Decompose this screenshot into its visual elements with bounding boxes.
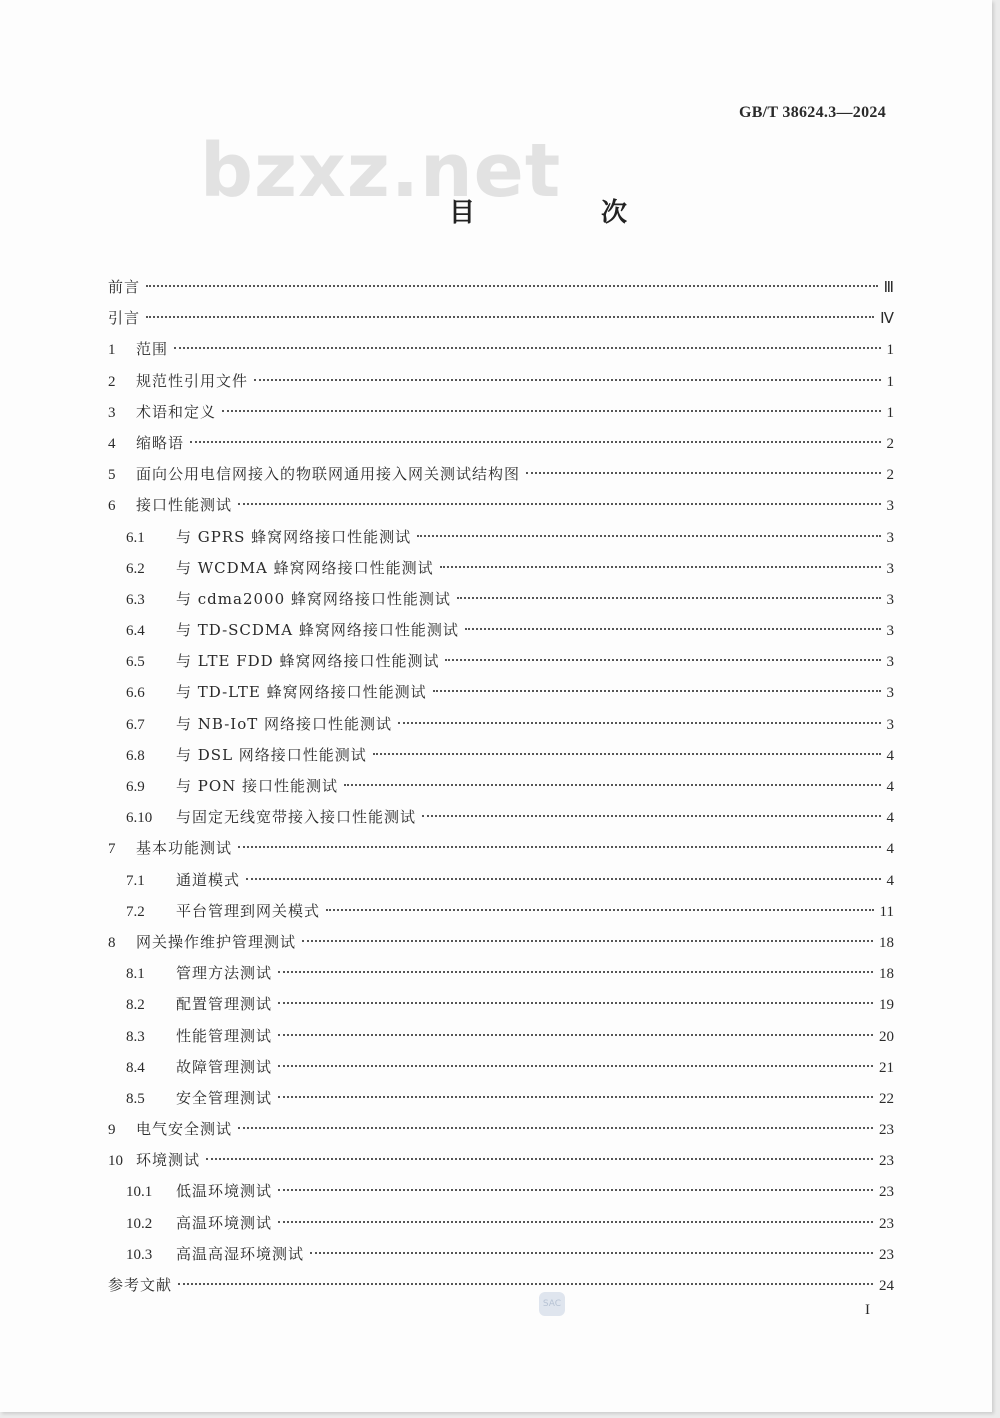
toc-entry-number: 6	[108, 498, 116, 515]
toc-entry-title: 基本功能测试	[136, 839, 233, 858]
toc-entry-page: 4	[886, 810, 894, 827]
toc-entry[interactable]	[108, 1239, 894, 1270]
toc-entry[interactable]	[108, 1052, 894, 1083]
toc-entry-page: 3	[886, 623, 894, 640]
toc-entry-page: 23	[879, 1153, 894, 1170]
toc-entry-number: 2	[108, 373, 116, 390]
toc-entry-title: 故障管理测试	[176, 1057, 273, 1076]
toc-entry-number: 7.2	[126, 903, 145, 920]
toc-entry-title: 引言	[108, 309, 141, 328]
toc-entry-page: 24	[879, 1278, 894, 1294]
toc-entry-page: 4	[886, 872, 894, 889]
toc-entry-page: 4	[886, 841, 894, 858]
toc-entry-title: 平台管理到网关模式	[176, 901, 321, 920]
toc-entry-page: Ⅲ	[883, 280, 894, 296]
toc-entry-title: 接口性能测试	[136, 496, 233, 515]
toc-entry-number: 10.3	[126, 1246, 153, 1263]
toc-entry-title: 参考文献	[108, 1276, 173, 1294]
toc-entry-title: 电气安全测试	[136, 1120, 233, 1139]
toc-entry[interactable]	[108, 1145, 894, 1176]
dot-leader	[238, 1127, 873, 1129]
toc-entry-page: 23	[879, 1122, 894, 1139]
toc-entry-title: 环境测试	[136, 1151, 201, 1170]
toc-entry-page: 18	[879, 934, 894, 951]
toc-entry-page: 3	[886, 591, 894, 608]
toc-entry[interactable]	[108, 927, 894, 958]
toc-entry-number: 10	[108, 1153, 123, 1170]
toc-entry-title: 配置管理测试	[176, 995, 273, 1014]
toc-entry[interactable]	[108, 1114, 894, 1145]
toc-entry-title: 低温环境测试	[176, 1182, 273, 1201]
dot-leader	[457, 597, 881, 599]
toc-entry-title: 前言	[108, 278, 141, 296]
toc-entry-title: 安全管理测试	[176, 1088, 273, 1107]
toc-entry-page: 3	[886, 560, 894, 577]
toc-entry[interactable]	[108, 553, 894, 584]
toc-entry-title: 与 WCDMA 蜂窝网络接口性能测试	[176, 558, 434, 577]
dot-leader	[398, 722, 881, 724]
dot-leader	[174, 347, 880, 349]
dot-leader	[422, 815, 880, 817]
sac-seal-logo: SAC	[539, 1292, 565, 1316]
toc-entry[interactable]	[108, 646, 894, 677]
toc-entry-title: 与 LTE FDD 蜂窝网络接口性能测试	[176, 652, 440, 671]
toc-entry-number: 10.2	[126, 1215, 153, 1232]
dot-leader	[326, 909, 874, 911]
dot-leader	[278, 1002, 873, 1004]
page-number: I	[865, 1302, 870, 1318]
toc-entry-number: 6.4	[126, 623, 145, 640]
toc-entry-page: 3	[886, 654, 894, 671]
dot-leader	[278, 1189, 873, 1191]
toc-entry-title: 与 GPRS 蜂窝网络接口性能测试	[176, 527, 412, 546]
toc-entry[interactable]	[108, 833, 894, 864]
toc-entry-title: 范围	[136, 340, 169, 359]
toc-entry-title: 与 TD-SCDMA 蜂窝网络接口性能测试	[176, 621, 459, 640]
toc-entry-page: 3	[886, 685, 894, 702]
toc-entry-page: 1	[886, 342, 894, 359]
dot-leader	[440, 566, 881, 568]
toc-entry-number: 7	[108, 841, 116, 858]
dot-leader	[433, 690, 881, 692]
toc-entry[interactable]	[108, 490, 894, 521]
toc-entry[interactable]	[108, 428, 894, 459]
dot-leader	[373, 753, 881, 755]
toc-entry[interactable]	[108, 1021, 894, 1052]
toc-entry-number: 10.1	[126, 1184, 153, 1201]
toc-entry-number: 6.2	[126, 560, 145, 577]
toc-entry-number: 9	[108, 1122, 116, 1139]
dot-leader	[146, 285, 878, 287]
toc-entry-page: 18	[879, 966, 894, 983]
toc-entry[interactable]	[108, 1176, 894, 1207]
toc-entry[interactable]	[108, 677, 894, 708]
toc-entry-title: 通道模式	[176, 870, 241, 889]
toc-entry-title: 面向公用电信网接入的物联网通用接入网关测试结构图	[136, 465, 521, 484]
toc-entry-page: 3	[886, 498, 894, 515]
toc-entry-number: 7.1	[126, 872, 145, 889]
toc-entry[interactable]	[108, 958, 894, 989]
toc-entry-number: 6.1	[126, 529, 145, 546]
toc-entry-number: 6.8	[126, 747, 145, 764]
dot-leader	[417, 535, 880, 537]
toc-entry[interactable]	[108, 1270, 894, 1301]
toc-entry[interactable]	[108, 989, 894, 1020]
toc-entry-page: 1	[886, 373, 894, 390]
dot-leader	[246, 878, 880, 880]
toc-entry-number: 1	[108, 342, 116, 359]
toc-entry[interactable]	[108, 896, 894, 927]
toc-entry-page: 2	[886, 467, 894, 484]
toc-entry[interactable]	[108, 802, 894, 833]
toc-entry-title: 与 DSL 网络接口性能测试	[176, 745, 367, 764]
toc-entry-title: 与 PON 接口性能测试	[176, 777, 339, 795]
toc-entry-page: 23	[879, 1246, 894, 1263]
toc-entry[interactable]	[108, 615, 894, 646]
toc-entry-page: 19	[879, 997, 894, 1014]
toc-entry[interactable]	[108, 865, 894, 896]
standard-code: GB/T 38624.3—2024	[738, 104, 886, 121]
dot-leader	[278, 1096, 873, 1098]
toc-entry[interactable]	[108, 771, 894, 802]
toc-entry-number: 6.5	[126, 654, 145, 671]
toc-entry[interactable]	[108, 303, 894, 334]
toc-entry[interactable]	[108, 709, 894, 740]
toc-entry-title: 网关操作维护管理测试	[136, 932, 297, 951]
toc-entry-title: 与固定无线宽带接入接口性能测试	[176, 808, 417, 827]
toc-entry-page: 23	[879, 1184, 894, 1201]
dot-leader	[178, 1283, 873, 1285]
toc-entry-number: 8.1	[126, 966, 145, 983]
dot-leader	[302, 940, 873, 942]
toc-entry-number: 8.5	[126, 1090, 145, 1107]
toc-entry-number: 6.10	[126, 810, 153, 827]
toc-entry-title: 管理方法测试	[176, 964, 273, 983]
toc-entry-page: 1	[886, 404, 894, 421]
toc-entry-page: 22	[879, 1090, 894, 1107]
dot-leader	[222, 410, 880, 412]
dot-leader	[344, 784, 880, 786]
toc-entry-number: 8.4	[126, 1059, 145, 1076]
dot-leader	[278, 1221, 873, 1223]
dot-leader	[278, 1065, 873, 1067]
toc-entry-page: 23	[879, 1215, 894, 1232]
toc-entry-page: Ⅳ	[880, 311, 894, 328]
toc-entry[interactable]	[108, 366, 894, 397]
dot-leader	[190, 441, 880, 443]
toc-entry-page: 4	[886, 779, 894, 795]
toc-entry-number: 5	[108, 467, 116, 484]
dot-leader	[146, 316, 874, 318]
toc-entry-page: 3	[886, 529, 894, 546]
toc-entry-number: 8.2	[126, 997, 145, 1014]
toc-title: 目 次	[449, 198, 678, 228]
table-of-contents	[108, 272, 894, 1301]
toc-entry-title: 高温环境测试	[176, 1213, 273, 1232]
toc-entry-title: 性能管理测试	[176, 1026, 273, 1045]
toc-entry[interactable]	[108, 1083, 894, 1114]
toc-entry[interactable]	[108, 397, 894, 428]
toc-entry-number: 6.3	[126, 591, 145, 608]
dot-leader	[238, 846, 880, 848]
dot-leader	[206, 1158, 873, 1160]
toc-entry[interactable]	[108, 522, 894, 553]
toc-entry-number: 4	[108, 435, 116, 452]
toc-entry-page: 4	[886, 747, 894, 764]
toc-entry-title: 规范性引用文件	[136, 371, 249, 390]
toc-entry-number: 6.9	[126, 779, 145, 795]
toc-entry-title: 与 NB-IoT 网络接口性能测试	[176, 714, 392, 733]
toc-entry[interactable]	[108, 1208, 894, 1239]
dot-leader	[238, 503, 880, 505]
toc-entry-page: 11	[879, 903, 894, 920]
toc-entry-page: 3	[886, 716, 894, 733]
toc-entry[interactable]	[108, 334, 894, 365]
toc-entry-page: 21	[879, 1059, 894, 1076]
dot-leader	[278, 1034, 873, 1036]
toc-entry-page: 2	[886, 435, 894, 452]
watermark: bzxz.net	[200, 128, 562, 214]
dot-leader	[278, 971, 873, 973]
toc-entry-page: 20	[879, 1028, 894, 1045]
toc-entry-title: 与 TD-LTE 蜂窝网络接口性能测试	[176, 683, 427, 702]
toc-entry[interactable]	[108, 740, 894, 771]
toc-entry-number: 8	[108, 934, 116, 951]
toc-entry[interactable]	[108, 584, 894, 615]
toc-entry-title: 缩略语	[136, 433, 185, 452]
toc-entry[interactable]	[108, 272, 894, 303]
dot-leader	[465, 628, 881, 630]
toc-entry-title: 与 cdma2000 蜂窝网络接口性能测试	[176, 589, 451, 608]
toc-entry-number: 6.6	[126, 685, 145, 702]
dot-leader	[310, 1252, 873, 1254]
dot-leader	[445, 659, 880, 661]
dot-leader	[526, 472, 880, 474]
toc-entry-number: 3	[108, 404, 116, 421]
toc-entry-number: 6.7	[126, 716, 145, 733]
toc-entry-number: 8.3	[126, 1028, 145, 1045]
toc-entry-title: 术语和定义	[136, 402, 217, 421]
dot-leader	[254, 379, 880, 381]
toc-entry-title: 高温高湿环境测试	[176, 1244, 305, 1263]
toc-entry[interactable]	[108, 459, 894, 490]
